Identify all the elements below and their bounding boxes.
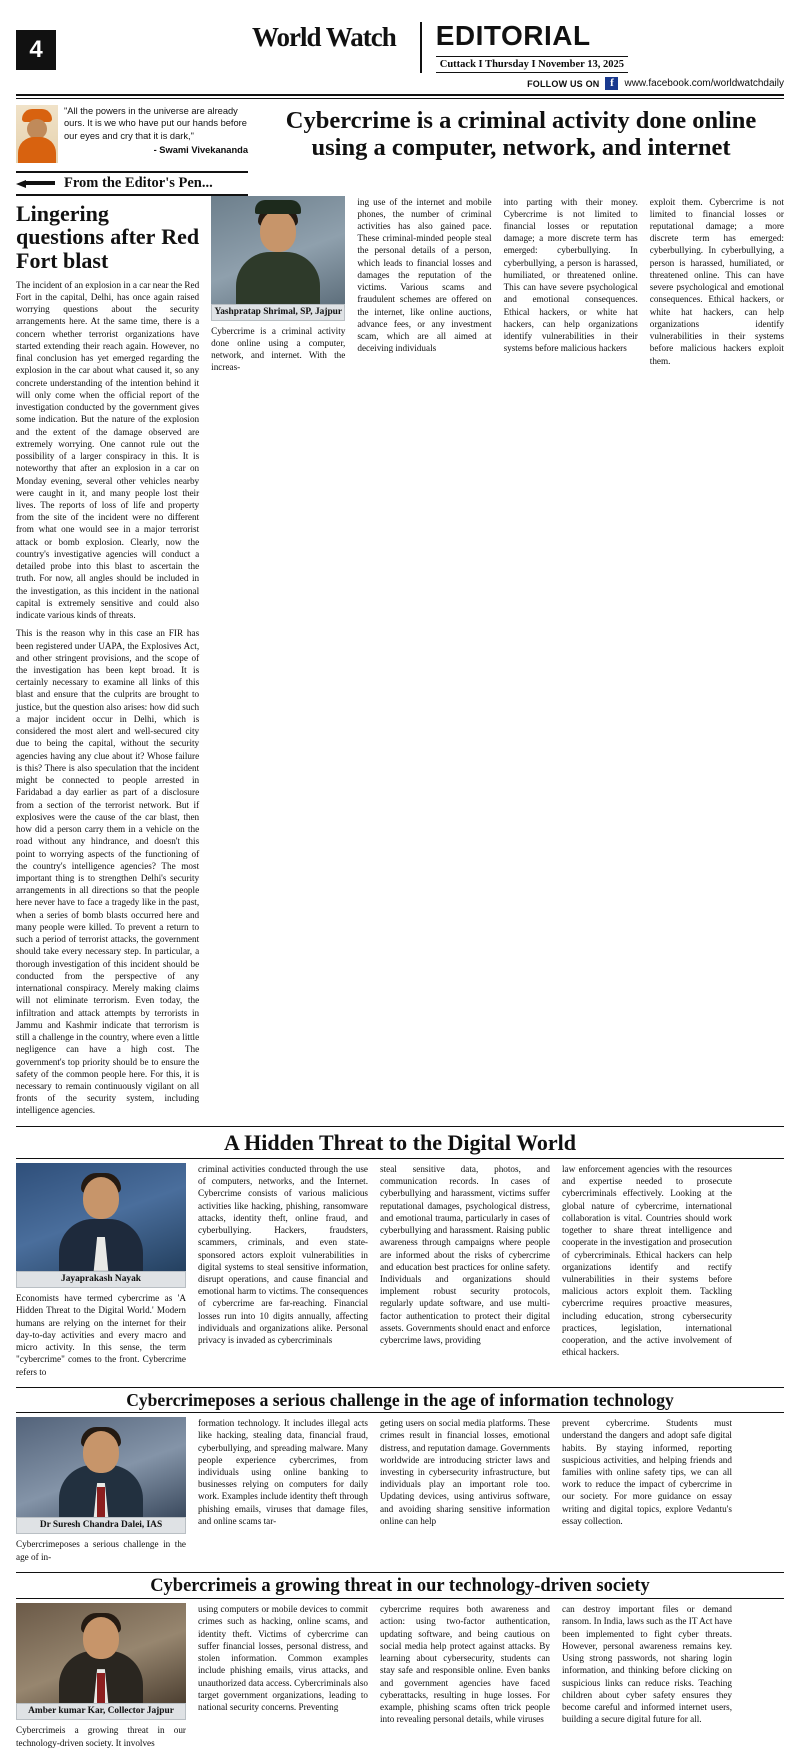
article2-headline: A Hidden Threat to the Digital World [223,1129,577,1155]
article4-text: can destroy important files or demand ransom. In India, laws such as the IT Act have been implemented to fight cyber threats. However, personal awareness remains key. Using strong passwords, not sharing login information, and thinking before clicking on suspicious links can reduce risks. Teaching children about cyber safety ensures they become careful and informed internet users, building a secure digital future for all. [562,1604,733,1725]
article2-text: Economists have termed cybercrime as 'A Hidden Threat to the Digital World.' Modern humans are relying on the internet for their day-to-day activities and every macro and micro activity. In this sense, the term "cybercrime" comes to the front. Cybercrime refers to [16,1293,186,1377]
article2-text: steal sensitive data, photos, and communication records. In cases of cyberbullying and harassment, victims suffer reputational damages, psychological distress, and emotional trauma, particularly in cases of cyberbullying and harassment. Raising public awareness through campaigns where people are informed about the risks of cybercrime and education best practices for online safety. Individuals and organizations should implement robust security protocols, regularly update software, and use multi-factor authentication to protect their digital assets. Governments should enact and enforce cybercrime laws, providing [380,1163,550,1346]
article1-text: Cybercrime is a criminal activity done online using a computer, network, and internet. With the increas- [211,325,346,373]
top-section [0,99,800,163]
page-number: 4 [16,30,56,70]
quote-text: "All the powers in the universe are already ours. It is we who have put our hands before our eyes and cry that it is dark," [64,105,247,141]
portrait-dr-suresh-chandra-dalei [16,1417,186,1517]
article1-column-1 [211,196,345,1123]
article1-column-2 [357,196,491,1123]
article4-text: using computers or mobile devices to commit crimes such as hacking, online scams, and identity theft. Victims of cybercrime can suffer financial losses, personal distress, and stolen information. Common examples include phishing emails, virus attacks, and unauthorized data access. Cybercriminals also target government organizations, leading to national security concerns. Preventing [198,1604,368,1713]
article3-author-caption: Dr Suresh Chandra Dalei, IAS [16,1517,186,1534]
article3-column-2 [198,1417,368,1569]
article3-text: geting users on social media platforms. These crimes result in financial losses, emotional distress, and reputation damage. Governments worldwide are introducing stricter laws and investing in cybersecurity infrastructure, but individuals play an important role too. Updating devices, using antivirus software, and avoiding sharing sensitive information online can help [380,1418,550,1526]
article1-text: exploit them. Cybercrime is not limited to financial losses or reputational damage; a more discrete term has emerged: cyberbullying. In cyberbullying, a person is harassed, humiliated, or threatened online. This can have severe psychological and emotional consequences. Ethical hackers, or white hat hackers, can help organizations identify vulnerabilities in their systems before malicious hackers exploit them. [649,196,784,366]
masthead [0,0,800,73]
editorial-paragraph: This is the reason why in this case an FIR has been registered under UAPA, the Explosives Act, and other stringent provisions, and the scope of the investigation has been kept broad. It is certainly necessary to examine all links of this blast and ensure that the culprits are brought to justice, but the question also arises: how did such a major incident occur in Delhi, which is considered the most alert and well-secured city due to being the capital, without the security agencies having any clue about it? Whose failure is this? There is also speculation that the incident might be connected to people arrested in Faridabad a day earlier as part of a disclosure from a section of the terrorist network. But if explosives were the cause of the car blast, then how did a person carry them in a vehicle on the road without any hindrance, and doesn't this point to worrying aspects of the functioning of the country's intelligence agencies? The most important thing is to strengthen Delhi's security arrangements in all directions so that the people here never have to face a tragedy like in the past, when a series of bomb blasts occurred here and many people were killed. To prevent a return to such a period of terrorist attacks, the government should take every necessary step. In particular, a thorough investigation of this incident should be conducted from the perspective of any international conspiracy. Merely making claims will not eliminate terrorism. Even today, the infiltration and attack attempts by terrorists in Jammu and Kashmir indicate that terrorism is still a challenge in the country, where even a little negligence can have a high cost. The government's top priority should be to ensure the safety of the common people here. For this, it is necessary to remain continuously vigilant on all fronts of the security system, including intelligence agencies. [16,628,200,1116]
portrait-yashpratap-shrimal [211,196,345,304]
article1-headline: Cybercrime is a criminal activity done online using a computer, network, and internet [285,106,757,161]
pen-icon [16,175,56,191]
article3-text: formation technology. It includes illegal acts like hacking, stealing data, financial fraud, cyberbullying, and spreading malware. Many people experience cybercrimes, from individuals using online banking to businesses relying on computers for daily work. Examples include identity theft through phishing emails, viruses that damage files, and online scams tar- [198,1418,368,1526]
section-title: EDITORIAL [435,20,591,51]
editorial-paragraph: The incident of an explosion in a car near the Red Fort in the capital, Delhi, has once again raised worrying questions about the security arrangements here. At the same time, there is a concern whether terrorist organizations have started extending their reach again. However, no final conclusion has yet emerged regarding the explosion in the car about what caused it, so any concrete understanding of the intention behind it will only come when the official report of the investigation conducted by the government gives some indication. But the nature of the explosion and the extent of the damage observed are extremely worrying. One cannot rule out the possibility of a larger conspiracy in this. It is noteworthy that after an explosion in a car on Monday evening, several other vehicles nearby were caught in it, and many people lost their lives. The reports of loss of life and property from the site of the incident were no different from what one would see in a major terrorist attack or bomb explosion. Clearly, now the country's investigative agencies will conduct a detailed probe into this blast to ascertain the truth. For now, all angles should be included in the investigation, as this incident in the national capital is extremely sensitive and could also indicate various kinds of threats. [16,279,200,621]
band-one [0,196,800,1123]
article2-column-4 [562,1163,732,1384]
article4-column-2 [198,1603,368,1755]
dateline: Cuttack I Thursday I November 13, 2025 [436,56,628,73]
portrait-jayaprakash-nayak [16,1163,186,1271]
editors-pen-bar [16,171,248,196]
article1-author-caption: Yashpratap Shrimal, SP, Jajpur [211,304,345,321]
masthead-rule [16,94,784,96]
article3-column-1 [16,1417,186,1569]
article1-text: into parting with their money. Cybercrime is not limited to financial losses or reputation damage; a more discrete term has emerged: cyberbullying. In cyberbullying, a person is harassed, humiliated, or threatened online. This can have severe psychological and emotional consequences. Ethical hackers, or white hat hackers, can help organizations identify vulnerabilities in their systems before malicious hackers [503,196,638,354]
article4-column-4 [562,1603,732,1755]
portrait-amber-kumar-kar [16,1603,186,1703]
article4-text: cybercrime requires both awareness and action: using two-factor authentication, updating software, and being cautious on social media help protect against attacks. By learning about cybersecurity, students can stay safe and responsible online. Even banks and government agencies have faced cyberattacks, resulting in huge losses. For example, phishing scams often trick people into revealing personal details, while viruses [380,1604,550,1725]
article3-column-4 [562,1417,732,1569]
band-three [0,1417,800,1569]
article3-text: prevent cybercrime. Students must understand the dangers and adopt safe digital habits. By staying informed, reporting suspicious activities, and helping friends and families with online safety tips, we can all work to reduce the impact of cybercrime in our society. For more guidance on essay writing and digital topics, explore Vedantu's essay collection. [562,1418,732,1526]
band-four [0,1603,800,1755]
article3-text: Cybercrimeposes a serious challenge in the age of in- [16,1539,186,1562]
editorial-column [16,196,199,1123]
article3-column-3 [380,1417,550,1569]
follow-row [0,73,800,90]
article4-author-caption: Amber kumar Kar, Collector Jajpur [16,1703,186,1720]
article2-column-3 [380,1163,550,1384]
article4-column-1 [16,1603,186,1755]
article3-headline: Cybercrimeposes a serious challenge in the age of information technology [126,1389,674,1410]
facebook-icon[interactable]: f [605,77,618,90]
article1-column-3 [504,196,638,1123]
article2-text: criminal activities conducted through the use of computers, networks, and the Internet. Cybercrime consists of various malicious activities like hacking, phishing, ransomware attacks, identity theft, online fraud, and cyberbullying. Hackers, fraudsters, scammers, criminals, and even state-sponsored actors exploit vulnerabilities in digital systems to steal sensitive information, disrupt operations, and cause financial and emotional harm to victims. The consequences of cybercrime are far-reaching. Financial losses run into 10 digits annually, affecting individuals and organizations alike. Personal privacy is invaded as cybercriminals [198,1163,368,1346]
article1-text: ing use of the internet and mobile phones, the number of criminal activities has also gained pace. These criminal-minded people steal the personal details of a person, which leads to financial losses and damages the reputation of the victims. Various scams and fraudulent schemes are offered on the internet, like online auctions, advance fees, or any investment scam, which are all aimed at deceiving individuals [357,196,492,354]
article4-author-photo-block [16,1603,186,1720]
vivekananda-portrait [16,105,58,163]
article2-author-photo-block [16,1163,186,1288]
follow-label: FOLLOW US ON [527,78,600,89]
newspaper-logo: World Watch [251,22,396,52]
article4-text: Cybercrimeis a growing threat in our technology-driven society. It involves [16,1725,186,1748]
editorial-headline: Lingering questions after Red Fort blast [16,200,200,273]
quote-block [16,105,248,163]
article1-author-photo-block [211,196,345,321]
article1-column-4 [650,196,784,1123]
article4-column-3 [380,1603,550,1755]
editors-pen-label: From the Editor's Pen... [64,174,213,191]
article3-author-photo-block [16,1417,186,1534]
article4-headline: Cybercrimeis a growing threat in our technology-driven society [150,1575,650,1596]
article1-headline-wrap [258,105,784,163]
article2-column-1 [16,1163,186,1384]
band-two [0,1163,800,1384]
quote-attribution: - Swami Vivekananda [153,145,248,156]
article2-column-2 [198,1163,368,1384]
facebook-url[interactable]: www.facebook.com/worldwatchdaily [624,78,784,89]
article2-author-caption: Jayaprakash Nayak [16,1271,186,1288]
article2-text: law enforcement agencies with the resources and expertise needed to prosecute cybercriminals effectively. Looking at the global nature of cybercrime, international collaboration is vital. Countries should work together to share threat intelligence and cooperate in the investigation and prosecution of cybercriminals. Ethical hackers can help organizations identify and rectify vulnerabilities in their systems before malicious actors exploit them. Tackling cybercrime requires proactive measures, including education, strong cybersecurity practices, legislation, international cooperation, and the active involvement of ethical hackers. [562,1163,732,1358]
